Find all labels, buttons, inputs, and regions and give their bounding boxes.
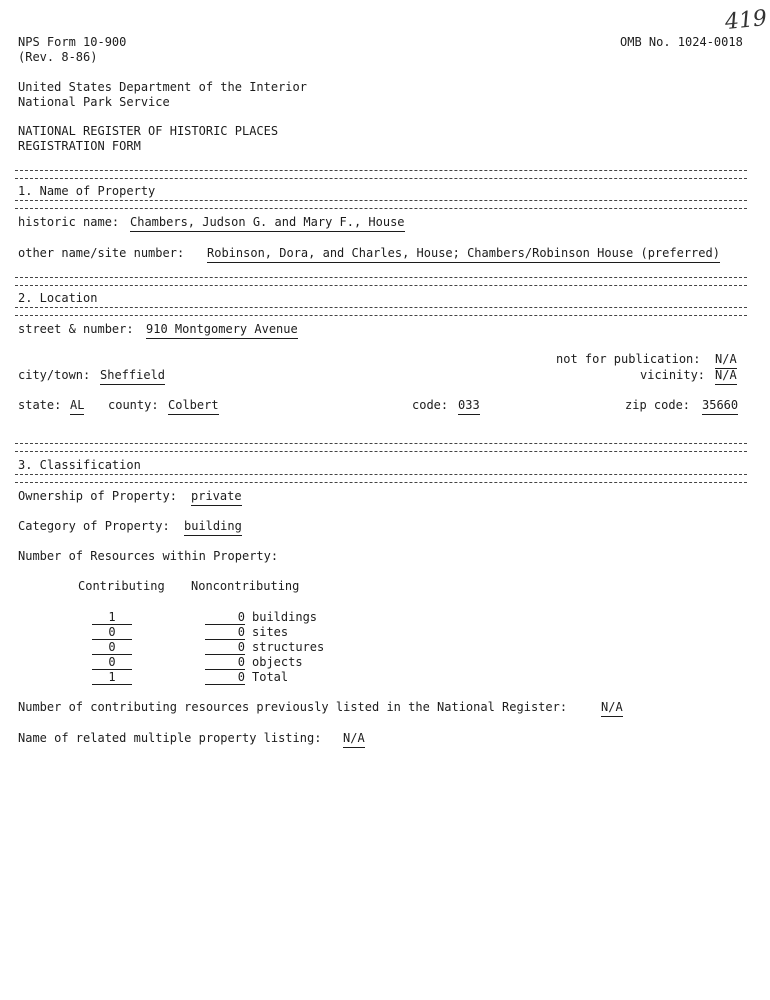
state-value: AL [70, 398, 84, 415]
resource-contributing-count: 1 [92, 670, 132, 685]
previously-listed-label: Number of contributing resources previously listed in the National Register: [18, 700, 568, 714]
resource-type: Total [252, 670, 289, 684]
state-label: state: [18, 398, 62, 412]
category-label: Category of Property: [18, 519, 170, 533]
resource-type: objects [252, 655, 303, 669]
county-label: county: [108, 398, 159, 412]
omb-number: OMB No. 1024-0018 [620, 35, 743, 49]
form-title-line-2: REGISTRATION FORM [18, 139, 141, 153]
code-label: code: [412, 398, 449, 412]
section-3-heading: 3. Classification [18, 458, 141, 472]
other-name-label: other name/site number: [18, 246, 185, 260]
section-1-heading: 1. Name of Property [18, 184, 156, 198]
section-divider [15, 307, 747, 316]
other-name-value: Robinson, Dora, and Charles, House; Chambers/Robinson House (preferred) [207, 246, 720, 263]
ownership-label: Ownership of Property: [18, 489, 177, 503]
historic-name-label: historic name: [18, 215, 120, 229]
zip-code-label: zip code: [625, 398, 691, 412]
form-number: NPS Form 10-900 [18, 35, 127, 49]
not-for-publication-value: N/A [715, 352, 737, 369]
not-for-publication-label: not for publication: [556, 352, 701, 366]
department: United States Department of the Interior [18, 80, 307, 94]
resource-noncontributing-count: 0 [205, 655, 245, 670]
zip-code-value: 35660 [702, 398, 738, 415]
city-label: city/town: [18, 368, 91, 382]
handwritten-page-number: 419 [723, 5, 769, 36]
multiple-listing-label: Name of related multiple property listing: [18, 731, 322, 745]
street-label: street & number: [18, 322, 134, 336]
resource-type: sites [252, 625, 289, 639]
category-value: building [184, 519, 242, 536]
resource-contributing-count: 0 [92, 655, 132, 670]
historic-name-value: Chambers, Judson G. and Mary F., House [130, 215, 405, 232]
code-value: 033 [458, 398, 480, 415]
section-2-heading: 2. Location [18, 291, 98, 305]
resource-contributing-count: 0 [92, 625, 132, 640]
city-value: Sheffield [100, 368, 165, 385]
ownership-value: private [191, 489, 242, 506]
street-value: 910 Montgomery Avenue [146, 322, 298, 339]
previously-listed-value: N/A [601, 700, 623, 717]
section-divider [15, 277, 747, 286]
county-value: Colbert [168, 398, 219, 415]
resource-type: structures [252, 640, 325, 654]
form-title-line-1: NATIONAL REGISTER OF HISTORIC PLACES [18, 124, 279, 138]
agency: National Park Service [18, 95, 170, 109]
noncontributing-header: Noncontributing [191, 579, 300, 593]
section-divider [15, 170, 747, 179]
resources-label: Number of Resources within Property: [18, 549, 279, 563]
resource-noncontributing-count: 0 [205, 670, 245, 685]
resource-noncontributing-count: 0 [205, 610, 245, 625]
vicinity-label: vicinity: [640, 368, 706, 382]
vicinity-value: N/A [715, 368, 737, 385]
section-divider [15, 443, 747, 452]
contributing-header: Contributing [78, 579, 165, 593]
resource-contributing-count: 0 [92, 640, 132, 655]
resource-contributing-count: 1 [92, 610, 132, 625]
form-revision: (Rev. 8-86) [18, 50, 98, 64]
resource-noncontributing-count: 0 [205, 625, 245, 640]
resource-noncontributing-count: 0 [205, 640, 245, 655]
resource-type: buildings [252, 610, 318, 624]
section-divider [15, 200, 747, 209]
multiple-listing-value: N/A [343, 731, 365, 748]
section-divider [15, 474, 747, 483]
